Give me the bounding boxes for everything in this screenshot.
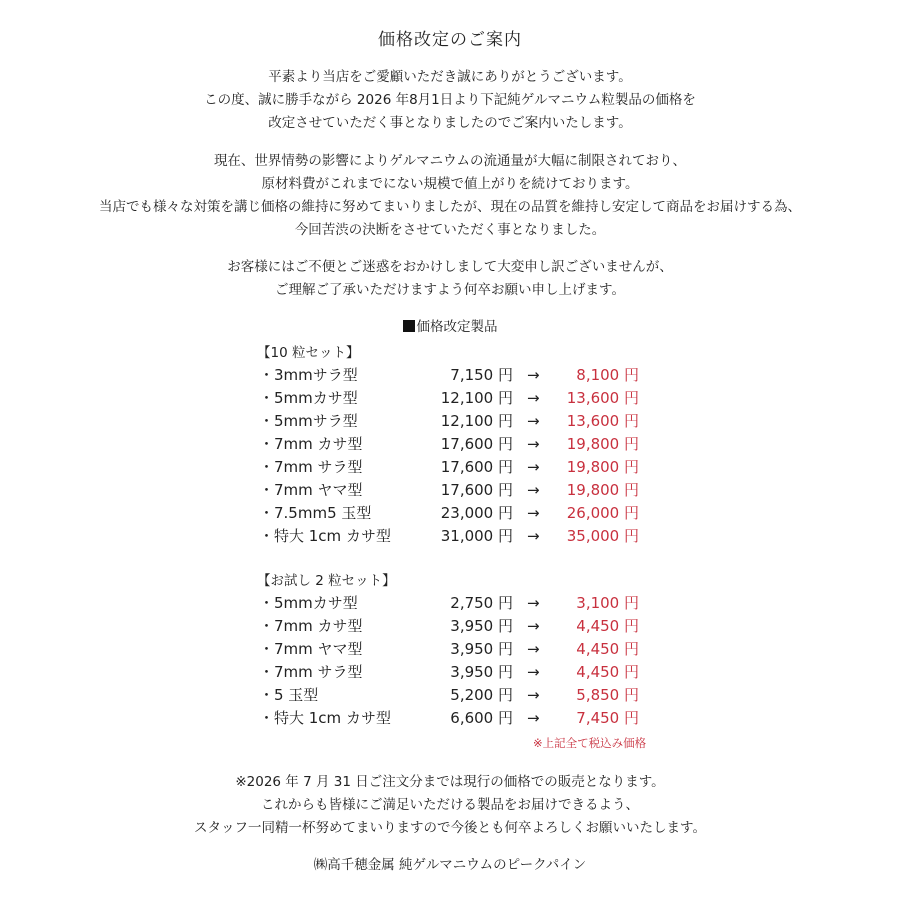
price-row [257, 707, 677, 730]
black-square-icon [403, 320, 415, 332]
new-price: 4,450 円 [576, 640, 639, 658]
price-row [257, 479, 677, 502]
new-price: 19,800 円 [566, 435, 639, 453]
price-row [257, 410, 677, 433]
price-group-10-pack [257, 342, 677, 548]
arrow-icon: → [527, 594, 540, 612]
product-name: ・3mmサラ型 [259, 366, 358, 384]
price-row [257, 615, 677, 638]
product-name: ・7.5mm5 玉型 [259, 504, 372, 522]
arrow-icon: → [527, 640, 540, 658]
arrow-icon: → [527, 412, 540, 430]
product-name: ・7mm サラ型 [259, 458, 363, 476]
tax-included-note: ※上記全て税込み価格 [533, 736, 647, 750]
price-row [257, 638, 677, 661]
closing-paragraph [0, 771, 900, 840]
apology-line: ご理解ご了承いただけますよう何卒お願い申し上げます。 [275, 282, 625, 298]
price-row [257, 592, 677, 615]
page-title: 価格改定のご案内 [378, 30, 522, 50]
price-row [257, 364, 677, 387]
price-row [257, 433, 677, 456]
old-price: 17,600 円 [440, 435, 513, 453]
old-price: 3,950 円 [450, 640, 513, 658]
new-price: 5,850 円 [576, 686, 639, 704]
apology-paragraph [0, 256, 900, 302]
old-price: 17,600 円 [440, 481, 513, 499]
intro-line: 平素より当店をご愛顧いただき誠にありがとうございます。 [268, 69, 632, 85]
closing-line: これからも皆様にご満足いただける製品をお届けできるよう、 [261, 797, 639, 813]
old-price: 17,600 円 [440, 458, 513, 476]
intro-line: この度、誠に勝手ながら 2026 年8月1日より下記純ゲルマニウム粒製品の価格を [204, 92, 696, 108]
arrow-icon: → [527, 686, 540, 704]
price-row [257, 387, 677, 410]
product-name: ・7mm ヤマ型 [259, 481, 363, 499]
new-price: 13,600 円 [566, 412, 639, 430]
price-row [257, 525, 677, 548]
products-heading-label: 価格改定製品 [416, 319, 498, 335]
group-title: 【お試し 2 粒セット】 [257, 573, 396, 589]
price-row [257, 684, 677, 707]
old-price: 12,100 円 [440, 389, 513, 407]
new-price: 19,800 円 [566, 458, 639, 476]
new-price: 3,100 円 [576, 594, 639, 612]
old-price: 31,000 円 [440, 527, 513, 545]
old-price: 2,750 円 [450, 594, 513, 612]
arrow-icon: → [527, 527, 540, 545]
product-name: ・5 玉型 [259, 686, 319, 704]
product-name: ・7mm サラ型 [259, 663, 363, 681]
intro-paragraph [0, 66, 900, 135]
product-name: ・7mm ヤマ型 [259, 640, 363, 658]
intro-line: 改定させていただく事となりましたのでご案内いたします。 [268, 115, 632, 131]
reason-paragraph [0, 150, 900, 242]
new-price: 26,000 円 [566, 504, 639, 522]
product-name: ・5mmサラ型 [259, 412, 358, 430]
old-price: 3,950 円 [450, 663, 513, 681]
arrow-icon: → [527, 663, 540, 681]
arrow-icon: → [527, 709, 540, 727]
old-price: 3,950 円 [450, 617, 513, 635]
price-group-trial-2-pack [257, 570, 677, 730]
reason-line: 今回苦渋の決断をさせていただく事となりました。 [294, 222, 606, 238]
new-price: 7,450 円 [576, 709, 639, 727]
closing-line: ※2026 年 7 月 31 日ご注文分までは現行の価格での販売となります。 [235, 774, 665, 790]
new-price: 4,450 円 [576, 617, 639, 635]
price-row [257, 661, 677, 684]
product-name: ・7mm カサ型 [259, 617, 363, 635]
new-price: 4,450 円 [576, 663, 639, 681]
new-price: 13,600 円 [566, 389, 639, 407]
old-price: 6,600 円 [450, 709, 513, 727]
apology-line: お客様にはご不便とご迷惑をおかけしまして大変申し訳ございませんが、 [227, 259, 673, 275]
arrow-icon: → [527, 366, 540, 384]
reason-line: 原材料費がこれまでにない規模で値上がりを続けております。 [261, 176, 639, 192]
new-price: 35,000 円 [566, 527, 639, 545]
product-name: ・7mm カサ型 [259, 435, 363, 453]
arrow-icon: → [527, 481, 540, 499]
price-row [257, 502, 677, 525]
company-signature: ㈱高千穂金属 純ゲルマニウムのピークパイン [313, 857, 587, 873]
arrow-icon: → [527, 435, 540, 453]
new-price: 8,100 円 [576, 366, 639, 384]
price-row [257, 456, 677, 479]
group-title: 【10 粒セット】 [257, 345, 360, 361]
new-price: 19,800 円 [566, 481, 639, 499]
product-name: ・5mmカサ型 [259, 594, 358, 612]
reason-line: 当店でも様々な対策を講じ価格の維持に努めてまいりましたが、現在の品質を維持し安定して商品をお届けする為、 [99, 199, 801, 215]
closing-line: スタッフ一同精一杯努めてまいりますので今後とも何卒よろしくお願いいたします。 [194, 820, 706, 836]
product-name: ・特大 1cm カサ型 [259, 709, 391, 727]
product-name: ・5mmカサ型 [259, 389, 358, 407]
old-price: 23,000 円 [440, 504, 513, 522]
arrow-icon: → [527, 458, 540, 476]
old-price: 5,200 円 [450, 686, 513, 704]
arrow-icon: → [527, 389, 540, 407]
old-price: 7,150 円 [450, 366, 513, 384]
arrow-icon: → [527, 617, 540, 635]
reason-line: 現在、世界情勢の影響によりゲルマニウムの流通量が大幅に制限されており、 [213, 153, 687, 169]
arrow-icon: → [527, 504, 540, 522]
products-heading [0, 315, 900, 335]
product-name: ・特大 1cm カサ型 [259, 527, 391, 545]
old-price: 12,100 円 [440, 412, 513, 430]
